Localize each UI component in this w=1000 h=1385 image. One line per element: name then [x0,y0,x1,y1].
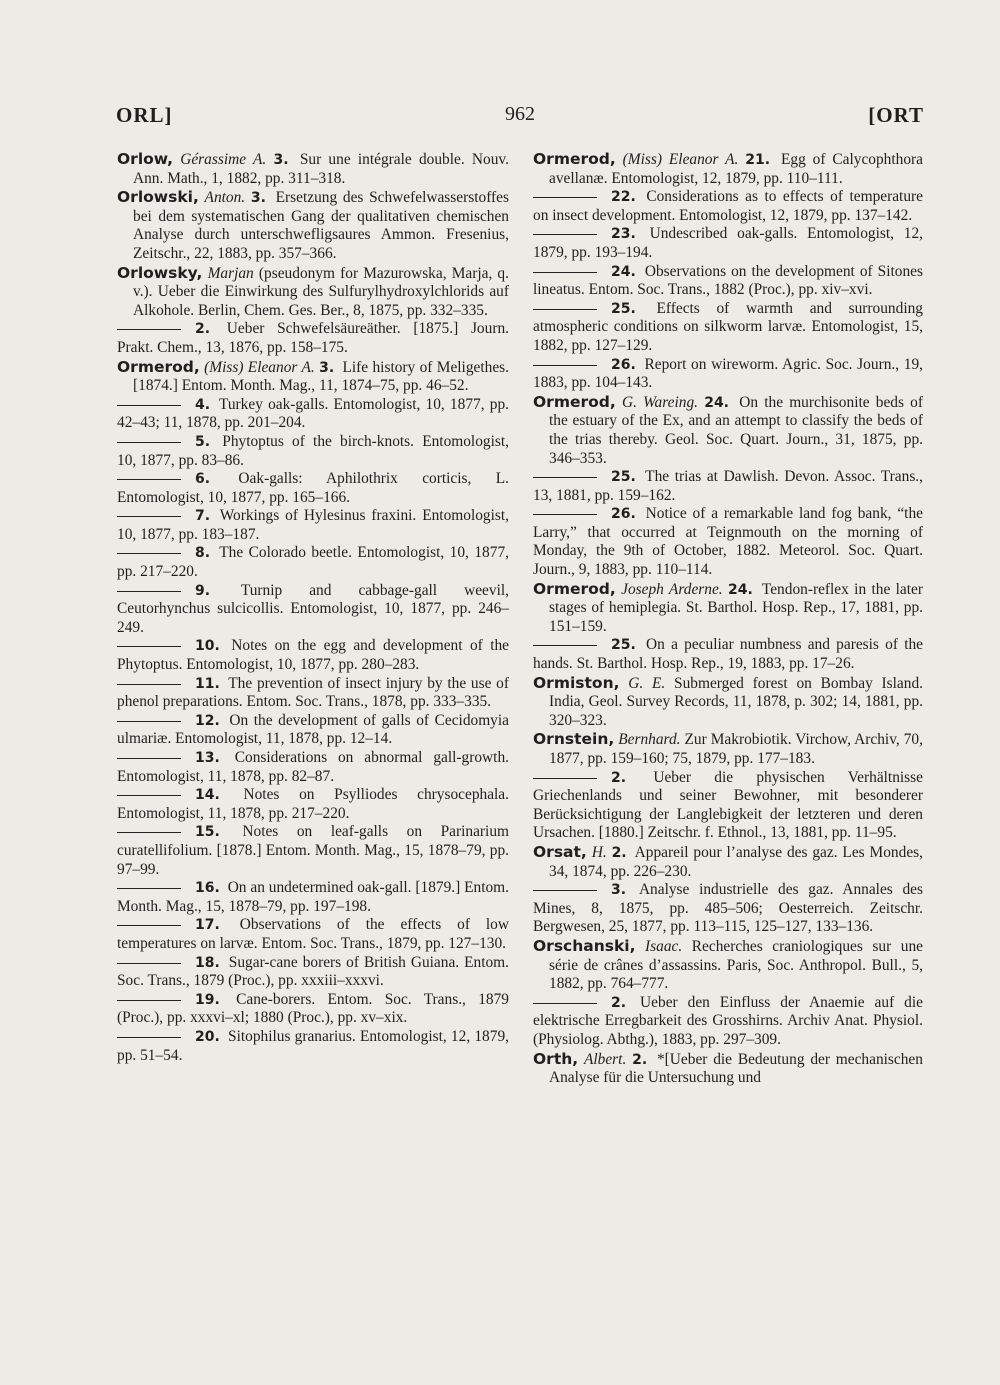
entry-number: 16. [195,880,220,897]
entry-number: 21. [745,152,771,168]
entry-number: 2. [632,1051,648,1068]
entry-text: Effects of warmth and surrounding atmospheric conditions on silkworm larvæ. Entomologist, 15, 1882, pp. 127–129. [533,299,923,354]
author-given-name: Albert. [583,1050,627,1068]
entry-text: (pseudonym for Mazurowska, Marja, q. v.). Ueber die Einwirkung des Sulfurylhydroxylchlorids auf Alkohole. Berlin, Chem. Ges. Ber., 8, 1875, pp. 332–335. [133,264,509,319]
entry-text: Notice of a remarkable land fog bank, “the Larry,” that occurred at Teignmouth on the morning of Monday, the 9th of October, 1882. Meteorol. Soc. Quart. Journ., 9, 1883, pp. 110–114. [533,505,923,579]
entry-number: 26. [611,356,636,373]
author-surname: Ormerod, [533,579,616,598]
bibliography-entry [117,582,509,638]
ditto-dash [533,514,597,515]
entry-number: 3. [250,190,266,207]
ditto-dash [533,309,597,310]
bibliography-entry [117,507,509,544]
left-column [117,150,509,1065]
page-number: 962 [505,103,535,125]
bibliography-entry [117,150,509,188]
bibliography-entry [533,505,923,579]
bibliography-entry [117,396,509,433]
entry-text: Analyse industrielle des gaz. Annales des Mines, 8, 1875, pp. 485–506; Oesterreich. Zeitschr. Bergwesen, 25, 1877, pp. 113–115, 125–127, 133–136. [533,881,924,936]
bibliography-entry [533,769,923,843]
author-given-name: (Miss) Eleanor A. [622,151,739,168]
bibliography-entry [533,150,923,188]
bibliography-entry [533,994,923,1050]
bibliography-entry [533,881,923,937]
entry-number: 25. [611,637,636,654]
bibliography-entry [117,786,509,823]
bibliography-entry [533,263,923,300]
entry-text: Tendon-reflex in the later stages of hemiplegia. St. Barthol. Hosp. Rep., 17, 1881, pp. 151–159. [549,580,923,635]
ditto-dash [117,591,181,592]
entry-text: On the murchisonite beds of the estuary of the Ex, and an attempt to classify the beds of the trias thereby. Geol. Soc. Quart. Journ., 31, 1875, pp. 346–353. [549,393,923,467]
entry-text: On the development of galls of Cecidomyia ulmariæ. Entomologist, 11, 1878, pp. 12–14. [117,711,509,748]
bibliography-entry [117,916,509,953]
entry-number: 17. [195,917,220,934]
entry-number: 5. [195,433,211,450]
entry-number: 20. [195,1028,220,1045]
ditto-dash [117,684,181,685]
author-given-name: Anton. [204,189,246,207]
entry-text: The prevention of insect injury by the use of phenol preparations. Entom. Soc. Trans., 1878, pp. 333–335. [117,674,509,711]
entry-text: The trias at Dawlish. Devon. Assoc. Trans., 13, 1881, pp. 159–162. [533,468,923,504]
bibliography-entry [533,188,923,225]
author-surname: Ormerod, [117,357,200,376]
entry-number: 9. [195,582,211,599]
ditto-dash [117,963,181,964]
entry-number: 14. [195,787,220,804]
bibliography-entry [117,320,509,357]
entry-number: 23. [611,226,636,243]
entry-number: 18. [195,954,220,971]
author-surname: Orschanski, [533,936,636,955]
entry-text: Ueber die physischen Verhältnisse Griechenlands und seiner Bewohner, mit besonderer Berücksichtigung der Langlebigkeit der letzteren und deren Ursachen. [1880.] Zeitschr. f. Ethnol., 13, 1881, pp. 11–95. [533,768,923,842]
bibliography-entry [533,730,923,768]
ditto-dash [533,1003,597,1004]
ditto-dash [533,234,597,235]
author-surname: Orlowsky, [117,263,203,282]
entry-text: Oak-galls: Aphilothrix corticis, L. Entomologist, 10, 1877, pp. 165–166. [117,470,509,506]
entry-number: 2. [195,321,211,338]
author-surname: Ornstein, [533,730,615,749]
header-left-range: ORL] [116,103,173,127]
entry-text: Workings of Hylesinus fraxini. Entomologist, 10, 1877, pp. 183–187. [117,507,509,543]
entry-text: Notes on leaf-galls on Parinarium curatellifolium. [1878.] Entom. Month. Mag., 15, 1878–79, pp. 97–99. [117,823,509,878]
author-given-name: G. E. [628,674,666,692]
entry-number: 26. [611,506,636,523]
ditto-dash [117,405,181,406]
bibliography-entry [533,1050,923,1088]
entry-number: 4. [195,396,211,413]
ditto-dash [117,925,181,926]
entry-text: *[Ueber die Bedeutung der mechanischen Analyse für die Untersuchung und [549,1050,923,1087]
entry-number: 13. [195,750,220,766]
entry-text: Considerations as to effects of temperature on insect development. Entomologist, 12, 1879, pp. 137–142. [533,188,923,224]
bibliography-entry [533,674,923,731]
bibliography-entry [533,937,923,994]
author-given-name: Bernhard. [618,731,681,749]
entry-text: Turkey oak-galls. Entomologist, 10, 1877, pp. 42–43; 11, 1878, pp. 201–204. [117,395,509,432]
author-surname: Orsat, [533,842,587,861]
entry-text: Egg of Calycophthora avellanæ. Entomologist, 12, 1879, pp. 110–111. [549,151,923,187]
entry-number: 10. [195,638,220,655]
ditto-dash [117,795,181,796]
bibliography-entry [117,712,509,749]
bibliography-entry [533,843,923,881]
author-given-name: G. Wareing. [621,393,698,411]
ditto-dash [117,1037,181,1038]
author-surname: Ormiston, [533,673,620,692]
entry-text: Notes on Psylliodes chrysocephala. Entomologist, 11, 1878, pp. 217–220. [117,786,509,822]
ditto-dash [117,516,181,517]
bibliography-entry [533,393,923,468]
entry-text: Ueber den Einfluss der Anaemie auf die elektrische Erregbarkeit des Grosshirns. Archiv Anat. Physiol. (Physiolog. Abthg.), 1883, pp. 297–309. [533,993,923,1048]
author-given-name: H. [591,843,607,861]
entry-number: 25. [611,469,636,486]
entry-number: 24. [704,394,730,411]
author-given-name: Joseph Arderne. [621,580,723,598]
entry-text: Ueber Schwefelsäureäther. [1875.] Journ. Prakt. Chem., 13, 1876, pp. 158–175. [117,320,509,356]
entry-number: 2. [611,844,627,861]
ditto-dash [117,1000,181,1001]
bibliography-entry [533,300,923,356]
entry-number: 7. [195,508,211,525]
entry-number: 24. [728,581,753,598]
entry-text: Cane-borers. Entom. Soc. Trans., 1879 (Proc.), pp. xxxvi–xl; 1880 (Proc.), pp. xv–xix. [117,990,509,1027]
entry-text: Report on wireworm. Agric. Soc. Journ., 19, 1883, pp. 104–143. [533,355,923,392]
ditto-dash [117,646,181,647]
entry-number: 12. [195,712,220,729]
entry-text: Sugar-cane borers of British Guiana. Entom. Soc. Trans., 1879 (Proc.), pp. xxxiii–xxxvi. [117,953,509,990]
entry-text: Appareil pour l’analyse des gaz. Les Mondes, 34, 1874, pp. 226–230. [549,843,923,880]
bibliography-entry [117,675,509,712]
entry-number: 3. [273,152,289,168]
entry-text: The Colorado beetle. Entomologist, 10, 1877, pp. 217–220. [117,544,509,581]
entry-text: Life history of Meligethes. [1874.] Entom. Month. Mag., 11, 1874–75, pp. 46–52. [133,358,509,395]
page-header [116,103,924,133]
entry-text: Notes on the egg and development of the Phytoptus. Entomologist, 10, 1877, pp. 280–283. [117,637,510,674]
author-surname: Orth, [533,1049,579,1068]
ditto-dash [533,778,597,779]
bibliography-entry [533,356,923,393]
author-surname: Orlowski, [117,188,199,207]
author-surname: Ormerod, [533,392,616,411]
ditto-dash [117,329,181,330]
entry-number: 2. [611,994,627,1011]
author-given-name: Gérassime A. [180,151,267,168]
entry-number: 3. [611,882,627,899]
bibliography-entry [533,636,923,673]
entry-text: Sur une intégrale double. Nouv. Ann. Math., 1, 1882, pp. 311–318. [133,151,509,187]
bibliography-entry [117,470,509,507]
author-surname: Ormerod, [533,150,616,168]
entry-text: Recherches craniologiques sur une série de crânes d’assassins. Paris, Soc. Anthropol. Bull., 5, 1882, pp. 764–777. [549,937,923,993]
ditto-dash [533,197,597,198]
author-given-name: (Miss) Eleanor A. [204,358,315,376]
entry-text: Considerations on abnormal gall-growth. Entomologist, 11, 1878, pp. 82–87. [117,749,509,785]
entry-number: 19. [195,991,220,1008]
bibliography-entry [117,954,509,991]
ditto-dash [117,758,181,759]
bibliography-entry [117,749,509,786]
ditto-dash [117,888,181,889]
ditto-dash [533,477,597,478]
bibliography-entry [117,879,509,916]
entry-text: Ersetzung des Schwefelwasserstoffes bei dem systematischen Gang der qualitativen chemischen Analyse durch unterschwefligsaures Ammon. Fresenius, Zeitschr., 22, 1883, pp. 357–366. [133,189,509,262]
entry-text: On a peculiar numbness and paresis of the hands. St. Barthol. Hosp. Rep., 19, 1883, pp. 17–26. [533,636,923,673]
entry-number: 25. [611,300,636,317]
bibliography-entry [533,580,923,637]
ditto-dash [533,645,597,646]
entry-text: Phytoptus of the birch-knots. Entomologist, 10, 1877, pp. 83–86. [117,432,509,469]
right-column [533,150,923,1088]
bibliography-entry [117,188,509,263]
bibliography-entry [117,637,509,674]
author-given-name: Marjan [207,264,254,282]
bibliography-entry [117,433,509,470]
bibliography-entry [117,264,509,321]
bibliography-entry [533,468,923,505]
entry-number: 15. [195,824,220,841]
entry-number: 2. [611,769,627,786]
entry-number: 22. [611,189,636,206]
bibliography-entry [117,823,509,879]
ditto-dash [533,272,597,273]
bibliography-entry [117,1028,509,1065]
header-right-range: [ORT [868,103,924,127]
entry-text: On an undetermined oak-gall. [1879.] Entom. Month. Mag., 15, 1878–79, pp. 197–198. [117,879,509,915]
entry-text: Observations of the effects of low temperatures on larvæ. Entom. Soc. Trans., 1879, pp. 127–130. [117,916,509,952]
bibliography-entry [533,225,923,262]
ditto-dash [117,832,181,833]
ditto-dash [533,890,597,891]
entry-text: Undescribed oak-galls. Entomologist, 12, 1879, pp. 193–194. [533,225,923,261]
author-surname: Orlow, [117,150,173,168]
ditto-dash [117,553,181,554]
ditto-dash [533,365,597,366]
bibliography-entry [117,358,509,396]
entry-text: Submerged forest on Bombay Island. India, Geol. Survey Records, 11, 1878, p. 302; 14, 1881, pp. 320–323. [549,674,923,729]
entry-text: Zur Makrobiotik. Virchow, Archiv, 70, 1877, pp. 159–160; 75, 1879, pp. 177–183. [549,731,923,767]
ditto-dash [117,721,181,722]
entry-text: Turnip and cabbage-gall weevil, Ceutorhynchus sulcicollis. Entomologist, 10, 1877, pp. 246–249. [117,581,509,636]
entry-text: Sitophilus granarius. Entomologist, 12, 1879, pp. 51–54. [117,1027,509,1064]
author-given-name: Isaac. [645,937,683,955]
entry-number: 11. [195,675,220,692]
entry-number: 3. [319,359,335,376]
entry-text: Observations on the development of Sitones lineatus. Entom. Soc. Trans., 1882 (Proc.), pp. xiv–xvi. [533,262,923,299]
entry-number: 8. [195,545,211,562]
entry-number: 6. [195,471,211,488]
entry-number: 24. [611,263,636,280]
ditto-dash [117,479,181,480]
ditto-dash [117,442,181,443]
bibliography-entry [117,991,509,1028]
bibliography-entry [117,544,509,581]
